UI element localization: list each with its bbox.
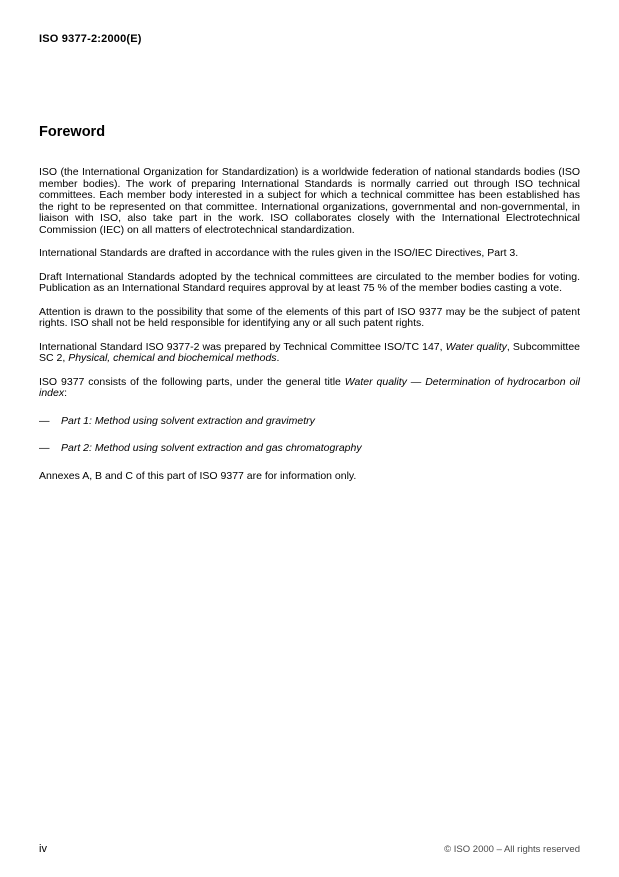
foreword-title: Foreword (39, 124, 106, 140)
paragraph-patent-rights: Attention is drawn to the possibility that some of the elements of this part of ISO 9377 may be the subject of patent rights. ISO shall not be held responsible for identifying any or all such patent rights. (39, 305, 580, 329)
page-footer (39, 843, 580, 855)
list-dash-icon: — (39, 414, 50, 427)
text-segment-italic: Physical, chemical and biochemical methods (68, 352, 277, 364)
text-segment: . (276, 352, 280, 364)
text-segment: International Standard ISO 9377-2 was prepared by Technical Committee ISO/TC 147, (39, 340, 446, 353)
paragraph-voting: Draft International Standards adopted by the technical committees are circulated to the member bodies for voting. Publication as an International Standard requires approval by at least 75 % of the member bodies casting a vote. (39, 270, 580, 294)
paragraph-parts-intro (39, 377, 580, 400)
list-dash-icon: — (39, 442, 50, 454)
paragraph-directives: International Standards are drafted in accordance with the rules given in the ISO/IEC Directives, Part 3. (39, 247, 519, 259)
paragraph-prepared-by (39, 342, 580, 365)
text-segment-italic: Water quality — Determination of hydrocarbon oil index (39, 375, 580, 399)
list-item-part2 (39, 443, 580, 455)
page-number: iv (39, 843, 47, 855)
document-header-reference: ISO 9377-2:2000(E) (39, 33, 142, 45)
text-segment: ISO 9377 consists of the following parts, under the general title (39, 375, 345, 388)
list-item-part1 (39, 416, 580, 428)
text-segment: : (64, 387, 68, 399)
text-segment-italic: Water quality (445, 340, 507, 353)
paragraph-iso-federation: ISO (the International Organization for Standardization) is a worldwide federation of national standards bodies (ISO member bodies). The work of preparing International Standards is normally carried out through ISO technical committees. Each member body interested in a subject for which a technical committee has been established has the right to be represented on that committee. International organizations, governmental and non-governmental, in liaison with ISO, also take part in the work. ISO collaborates closely with the International Electrotechnical Commission (IEC) on all matters of electrotechnical standardization. (39, 166, 580, 236)
copyright-notice: © ISO 2000 – All rights reserved (444, 844, 580, 855)
list-item-part1-text: Part 1: Method using solvent extraction and gravimetry (61, 414, 315, 427)
paragraph-annexes: Annexes A, B and C of this part of ISO 9377 are for information only. (39, 469, 357, 482)
foreword-body (39, 167, 580, 482)
list-item-part2-text: Part 2: Method using solvent extraction and gas chromatography (61, 442, 362, 454)
text-segment: , Subcommittee SC 2, (39, 340, 580, 364)
